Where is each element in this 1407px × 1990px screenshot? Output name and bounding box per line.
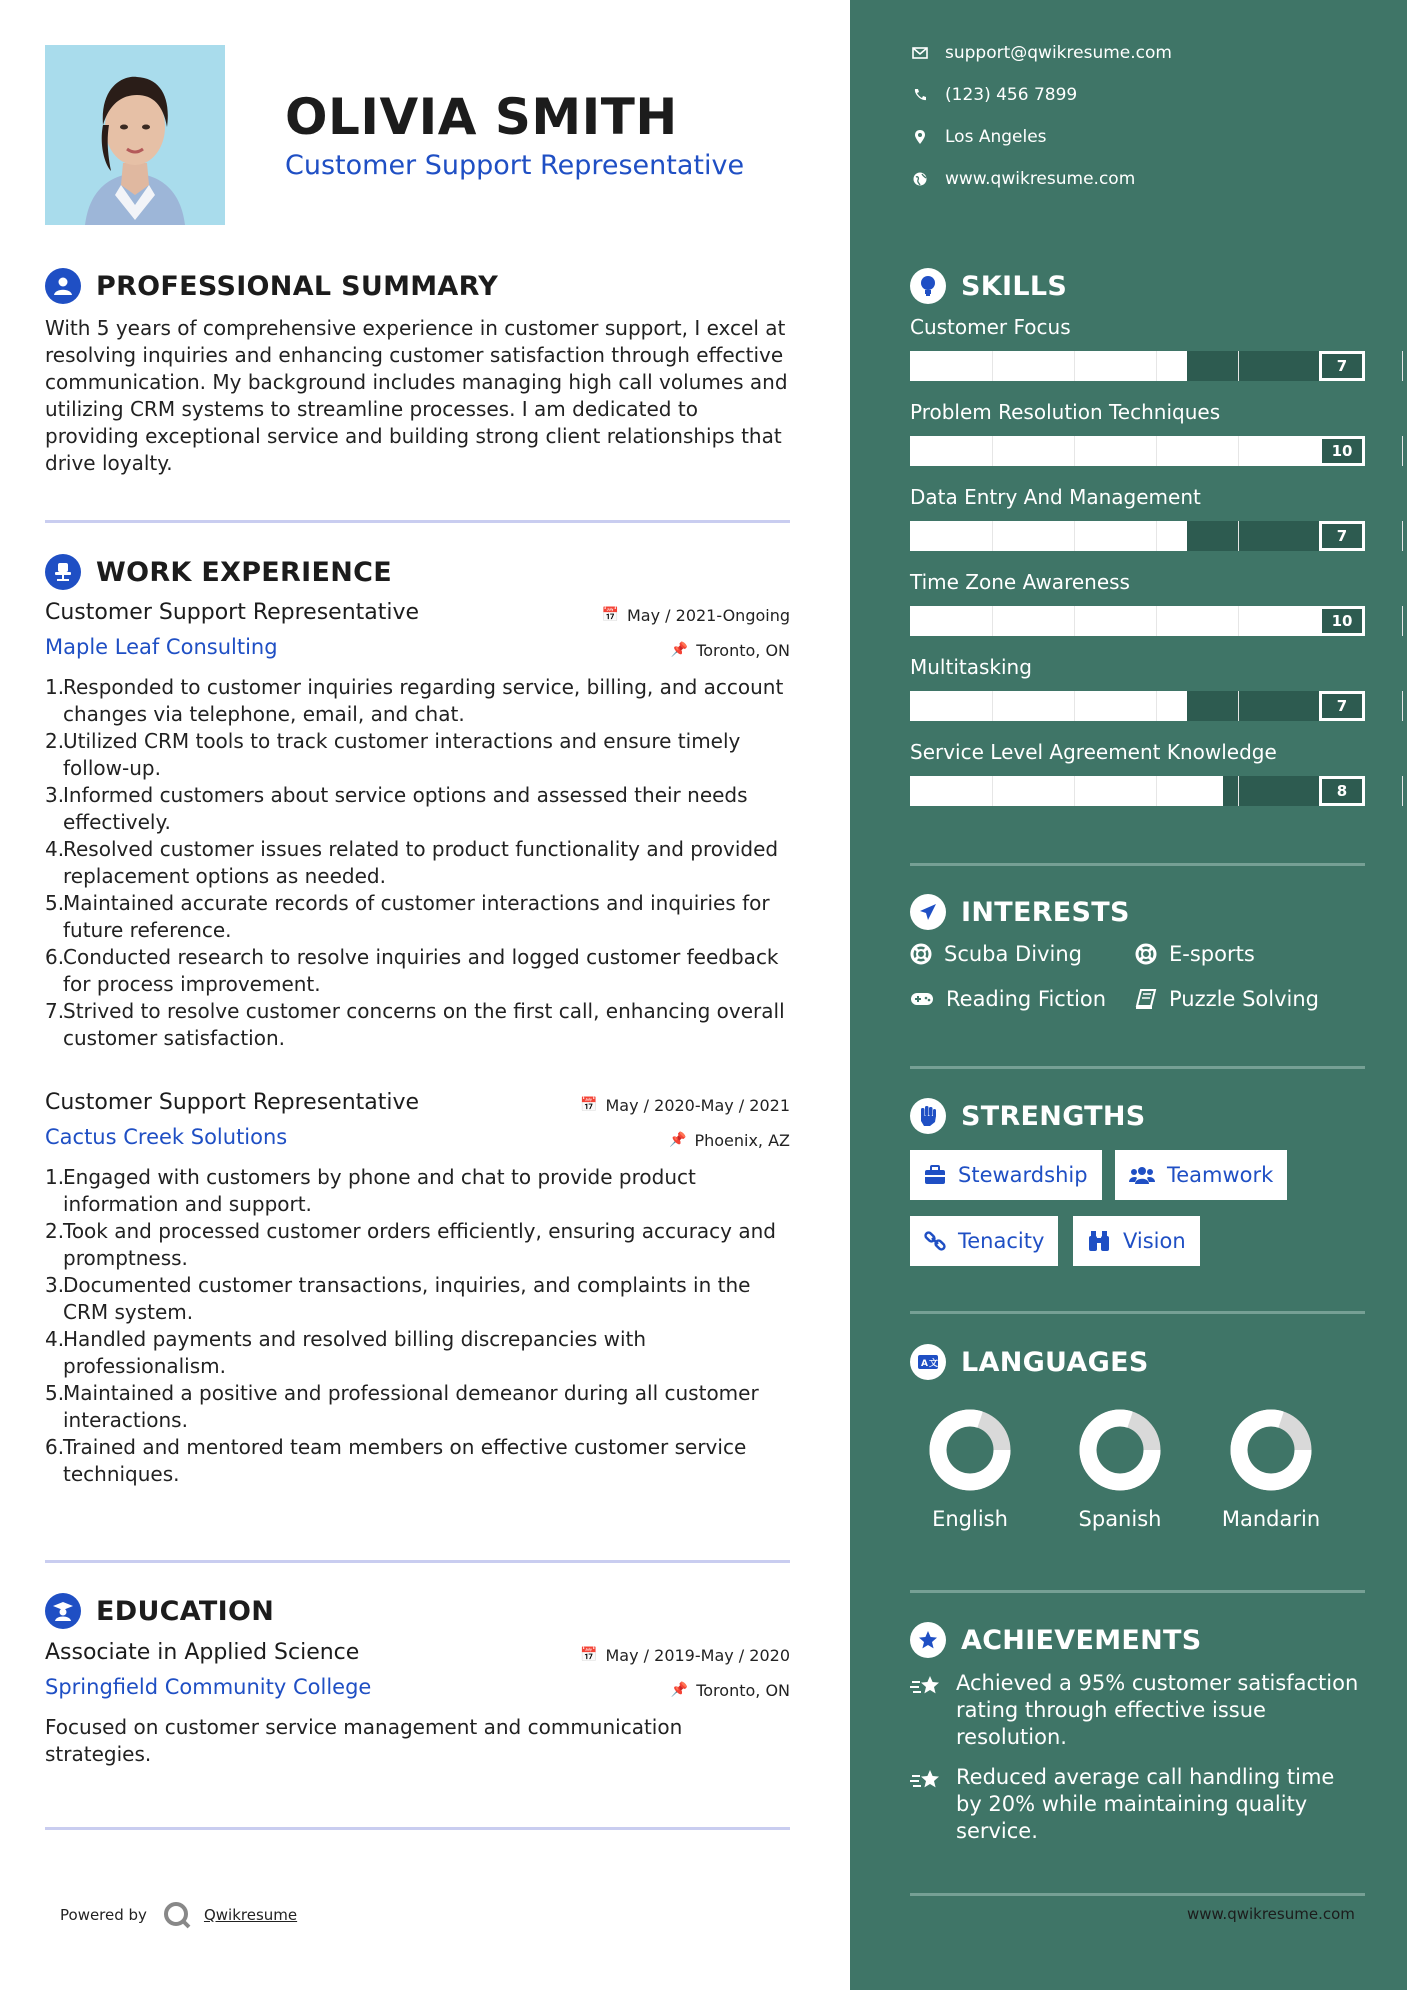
achievement-text: Reduced average call handling time by 20% while maintaining quality service. — [956, 1765, 1335, 1843]
strength-badge — [910, 1150, 1102, 1200]
skill-segment — [1402, 521, 1403, 551]
skill-bar — [910, 691, 1365, 721]
language-item — [910, 1405, 1030, 1531]
education-date — [580, 1646, 790, 1665]
interest-item — [910, 987, 1106, 1011]
skill-name: Problem Resolution Techniques — [910, 400, 1221, 424]
summary-text: With 5 years of comprehensive experience in customer support, I excel at resolving inquiries and enhancing customer satisfaction through effective communication. My background includes managing high call volumes and utilizing CRM systems to streamline processes. I am dedicated to providing exceptional service and building strong client relationships that drive loyalty. — [45, 316, 788, 475]
language-icon — [910, 1344, 946, 1380]
skill-item — [910, 315, 1365, 381]
list-item: 7. Strived to resolve customer concerns on the first call, enhancing overall customer satisfaction. — [45, 998, 785, 1050]
job-location-text: Phoenix, AZ — [694, 1130, 790, 1150]
divider — [910, 1590, 1365, 1593]
strength-label: Tenacity — [958, 1229, 1045, 1253]
candidate-role: Customer Support Representative — [285, 150, 745, 181]
job-title: Customer Support Representative — [45, 1090, 420, 1115]
education-location — [671, 1681, 790, 1700]
language-label: Spanish — [1078, 1507, 1162, 1531]
skill-bar — [910, 436, 1365, 466]
graduate-icon — [45, 1593, 81, 1629]
skill-segment — [992, 351, 993, 381]
divider — [45, 520, 790, 523]
list-item: 2. Utilized CRM tools to track customer interactions and ensure timely follow-up. — [45, 728, 741, 780]
skill-segment — [1238, 776, 1239, 806]
skill-segment — [1074, 351, 1075, 381]
experience-header — [45, 554, 392, 590]
skill-segment — [1074, 521, 1075, 551]
skill-segment — [992, 521, 993, 551]
fist-icon — [910, 1098, 946, 1134]
skill-segment — [1402, 691, 1403, 721]
calendar-icon: 📅 — [601, 607, 619, 623]
location-text: Los Angeles — [945, 127, 1047, 147]
strength-badge — [910, 1216, 1058, 1266]
job-company: Cactus Creek Solutions — [45, 1125, 288, 1149]
education-description: Focused on customer service management and communication strategies. — [45, 1714, 683, 1766]
skill-bar-fill — [910, 351, 1187, 381]
skill-name: Data Entry And Management — [910, 485, 1201, 509]
lightbulb-icon — [910, 268, 946, 304]
language-donut — [1226, 1405, 1316, 1495]
user-icon — [45, 268, 81, 304]
users-icon — [1129, 1165, 1155, 1185]
calendar-icon: 📅 — [580, 1647, 598, 1663]
divider — [910, 1311, 1365, 1314]
skill-item — [910, 400, 1365, 466]
star-badge-icon — [910, 1622, 946, 1658]
skill-segment — [992, 436, 993, 466]
life-ring-icon — [1135, 943, 1157, 965]
skill-item — [910, 485, 1365, 551]
job-duties — [45, 674, 790, 1052]
interests-title: INTERESTS — [961, 896, 1130, 928]
skill-segment — [1074, 606, 1075, 636]
shooting-star-icon — [910, 1670, 946, 1751]
skill-value: 7 — [1319, 521, 1365, 551]
job-date-text: May / 2021-Ongoing — [627, 605, 790, 625]
skills-title: SKILLS — [961, 270, 1068, 302]
strengths-title: STRENGTHS — [961, 1100, 1146, 1132]
skill-segment — [1156, 436, 1157, 466]
footer — [60, 1900, 297, 1930]
list-item: 6. Trained and mentored team members on effective customer service techniques. — [45, 1434, 747, 1486]
strength-label: Teamwork — [1167, 1163, 1274, 1187]
job-title: Customer Support Representative — [45, 600, 420, 625]
pin-icon: 📌 — [669, 1132, 687, 1148]
skill-segment — [992, 691, 993, 721]
interest-label: Puzzle Solving — [1169, 987, 1319, 1011]
contact-website[interactable] — [910, 169, 1135, 189]
skill-segment — [992, 606, 993, 636]
achievements-header — [910, 1622, 1202, 1658]
languages-header — [910, 1344, 1149, 1380]
skill-bar-fill — [910, 436, 1365, 466]
education-header — [45, 1593, 274, 1629]
skill-segment — [1238, 521, 1239, 551]
language-item — [1211, 1405, 1331, 1531]
skill-segment — [1402, 606, 1403, 636]
envelope-icon — [910, 47, 930, 59]
skill-name: Time Zone Awareness — [910, 570, 1130, 594]
job-entry — [45, 1090, 790, 1488]
list-item: 1. Responded to customer inquiries regarding service, billing, and account changes via telephone, email, and chat. — [45, 674, 784, 726]
skill-bar-fill — [910, 606, 1365, 636]
interest-label: E-sports — [1169, 942, 1255, 966]
email-text: support@qwikresume.com — [945, 43, 1172, 63]
briefcase-icon — [924, 1165, 946, 1185]
summary-title: PROFESSIONAL SUMMARY — [96, 270, 499, 302]
strength-label: Stewardship — [958, 1163, 1088, 1187]
education-title: EDUCATION — [96, 1595, 275, 1627]
skill-item — [910, 570, 1365, 636]
job-date — [602, 606, 790, 625]
job-entry — [45, 600, 790, 1052]
skill-item — [910, 655, 1365, 721]
language-label: English — [932, 1507, 1008, 1531]
list-item: 5. Maintained a positive and professional demeanor during all customer interactions. — [45, 1380, 759, 1432]
skill-segment — [1074, 776, 1075, 806]
skill-name: Customer Focus — [910, 315, 1071, 339]
contact-phone[interactable] — [910, 85, 1077, 105]
divider — [45, 1827, 790, 1830]
strength-badge — [1073, 1216, 1200, 1266]
gamepad-icon — [910, 991, 934, 1007]
skill-bar-fill — [910, 691, 1187, 721]
skill-segment — [992, 776, 993, 806]
job-date — [580, 1096, 790, 1115]
powered-by-label: Powered by — [60, 1906, 147, 1924]
skill-segment — [1402, 436, 1403, 466]
interest-item — [1135, 942, 1255, 966]
job-location-text: Toronto, ON — [696, 640, 790, 660]
job-location — [669, 1131, 790, 1150]
phone-icon — [910, 88, 930, 102]
skill-segment — [1156, 606, 1157, 636]
skill-name: Multitasking — [910, 655, 1032, 679]
school: Springfield Community College — [45, 1675, 372, 1699]
degree: Associate in Applied Science — [45, 1640, 360, 1665]
languages-title: LANGUAGES — [961, 1346, 1149, 1378]
language-item — [1060, 1405, 1180, 1531]
strength-label: Vision — [1123, 1229, 1186, 1253]
achievement-item — [910, 1670, 1365, 1751]
skill-segment — [1156, 691, 1157, 721]
skill-value: 8 — [1319, 776, 1365, 806]
skills-header — [910, 268, 1067, 304]
job-location — [671, 641, 790, 660]
skill-segment — [1074, 436, 1075, 466]
paper-plane-icon — [910, 894, 946, 930]
education-entry — [45, 1640, 790, 1768]
job-duties — [45, 1164, 790, 1488]
language-donut — [1075, 1405, 1165, 1495]
map-marker-icon — [910, 130, 930, 144]
interest-item — [910, 942, 1082, 966]
experience-title: WORK EXPERIENCE — [96, 556, 392, 588]
skill-value: 10 — [1319, 436, 1365, 466]
interest-label: Reading Fiction — [946, 987, 1107, 1011]
candidate-name: OLIVIA SMITH — [285, 88, 678, 146]
footer-website[interactable]: www.qwikresume.com — [1187, 1905, 1355, 1923]
language-donut — [925, 1405, 1015, 1495]
interests-header — [910, 894, 1130, 930]
skill-bar-fill — [910, 521, 1187, 551]
list-item: 3. Documented customer transactions, inquiries, and complaints in the CRM system. — [45, 1272, 751, 1324]
pin-icon: 📌 — [670, 1682, 689, 1698]
interest-label: Scuba Diving — [944, 942, 1082, 966]
summary-header — [45, 268, 498, 304]
svg-text:A: A — [921, 1359, 928, 1369]
job-date-text: May / 2020-May / 2021 — [605, 1095, 790, 1115]
qwikresume-logo-icon — [162, 1900, 192, 1930]
education-location-text: Toronto, ON — [696, 1680, 790, 1700]
skill-bar — [910, 606, 1365, 636]
education-date-text: May / 2019-May / 2020 — [605, 1645, 790, 1665]
skill-bar — [910, 776, 1365, 806]
skill-value: 7 — [1319, 351, 1365, 381]
list-item: 5. Maintained accurate records of customer interactions and inquiries for future reference. — [45, 890, 770, 942]
divider — [910, 1893, 1365, 1896]
achievement-item — [910, 1764, 1365, 1845]
job-company: Maple Leaf Consulting — [45, 635, 278, 659]
list-item: 4. Handled payments and resolved billing discrepancies with professionalism. — [45, 1326, 647, 1378]
divider — [910, 863, 1365, 866]
phone-text: (123) 456 7899 — [945, 85, 1078, 105]
life-ring-icon — [910, 943, 932, 965]
skill-value: 7 — [1319, 691, 1365, 721]
website-text: www.qwikresume.com — [945, 169, 1136, 189]
skill-segment — [1238, 606, 1239, 636]
list-item: 4. Resolved customer issues related to product functionality and provided replacement options as needed. — [45, 836, 779, 888]
achievement-text: Achieved a 95% customer satisfaction rating through effective issue resolution. — [956, 1671, 1359, 1749]
skill-bar — [910, 351, 1365, 381]
pin-icon: 📌 — [670, 642, 689, 658]
contact-email[interactable] — [910, 43, 1172, 63]
skill-bar-fill — [910, 776, 1223, 806]
divider — [45, 1560, 790, 1563]
skill-segment — [1402, 351, 1403, 381]
skill-segment — [1402, 776, 1403, 806]
interest-item — [1135, 987, 1319, 1011]
link-icon — [924, 1230, 946, 1252]
skill-bar — [910, 521, 1365, 551]
list-item: 3. Informed customers about service options and assessed their needs effectively. — [45, 782, 748, 834]
skill-segment — [1156, 776, 1157, 806]
chair-icon — [45, 554, 81, 590]
skill-name: Service Level Agreement Knowledge — [910, 740, 1277, 764]
book-icon — [1135, 989, 1157, 1009]
list-item: 1. Engaged with customers by phone and chat to provide product information and support. — [45, 1164, 696, 1216]
skill-segment — [1156, 351, 1157, 381]
calendar-icon: 📅 — [580, 1097, 598, 1113]
skill-item — [910, 740, 1365, 806]
language-label: Mandarin — [1221, 1507, 1321, 1531]
list-item: 2. Took and processed customer orders efficiently, ensuring accuracy and promptness. — [45, 1218, 776, 1270]
contact-location — [910, 127, 1047, 147]
skill-value: 10 — [1319, 606, 1365, 636]
achievements-title: ACHIEVEMENTS — [961, 1624, 1202, 1656]
list-item: 6. Conducted research to resolve inquiries and logged customer feedback for process improvement. — [45, 944, 779, 996]
strengths-header — [910, 1098, 1146, 1134]
profile-photo — [45, 45, 225, 225]
skill-segment — [1156, 521, 1157, 551]
skill-segment — [1074, 691, 1075, 721]
brand-link[interactable]: Qwikresume — [203, 1906, 298, 1924]
shooting-star-icon — [910, 1764, 946, 1845]
globe-icon — [910, 172, 930, 186]
svg-text:文: 文 — [929, 1359, 939, 1369]
skill-segment — [1238, 351, 1239, 381]
strength-badge — [1115, 1150, 1287, 1200]
skill-segment — [1238, 436, 1239, 466]
binoculars-icon — [1087, 1230, 1111, 1252]
skill-segment — [1238, 691, 1239, 721]
divider — [910, 1066, 1365, 1069]
